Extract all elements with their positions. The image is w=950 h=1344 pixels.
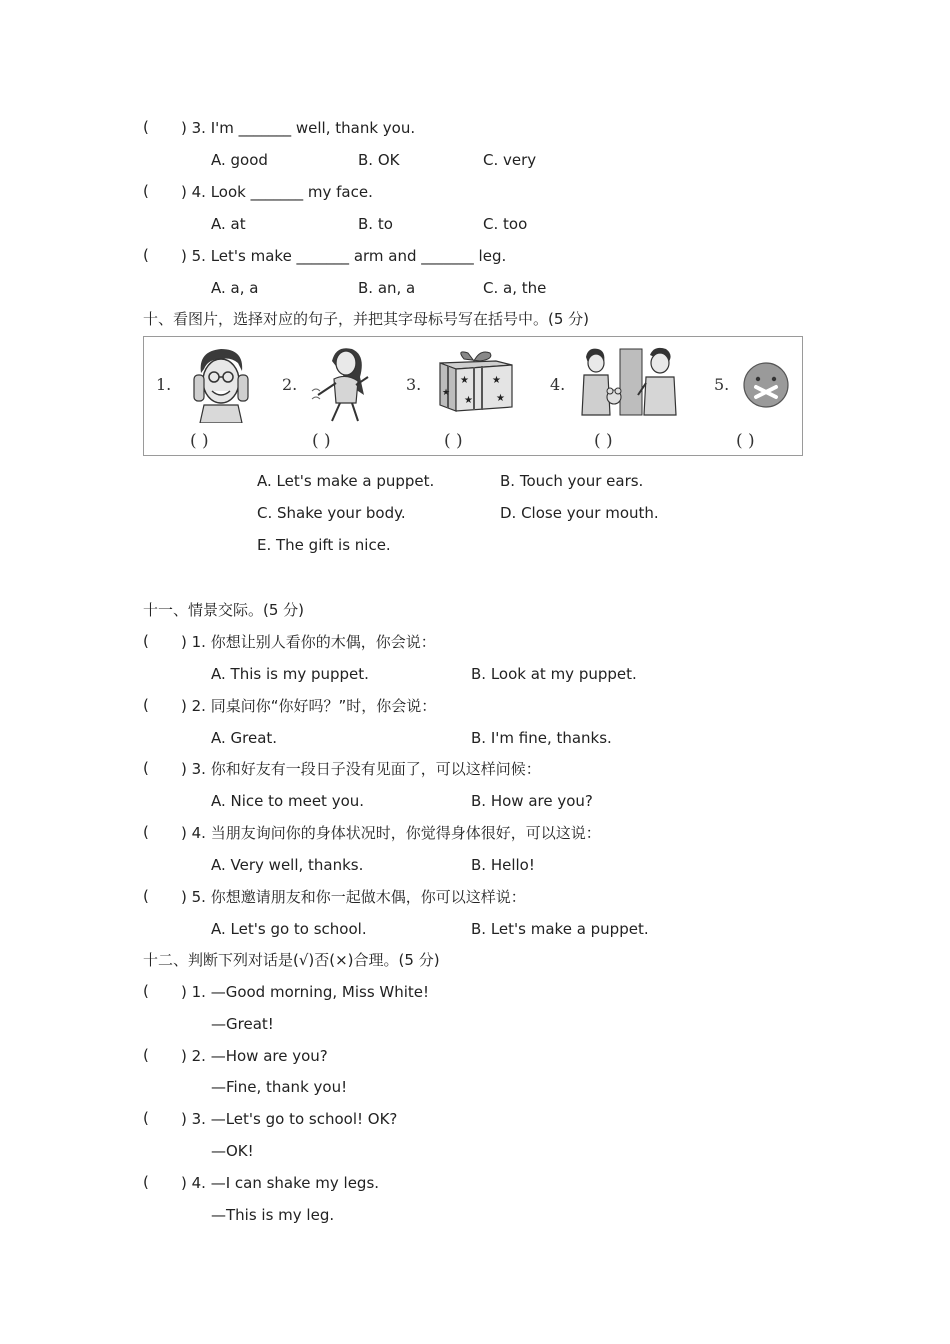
picture-strip: [143, 336, 803, 456]
picture-5: [694, 337, 824, 457]
option-a: A. at: [211, 215, 246, 233]
option-a: A. Let's go to school.: [211, 920, 367, 938]
answer-paren[interactable]: (: [143, 118, 149, 136]
option-b: B. OK: [358, 151, 400, 169]
choice-d: D. Close your mouth.: [500, 504, 659, 522]
option-b: B. Look at my puppet.: [471, 665, 637, 683]
choice-e: E. The gift is nice.: [257, 536, 391, 554]
choice-a: A. Let's make a puppet.: [257, 472, 435, 490]
question-text: ) 1. 你想让别人看你的木偶，你会说：: [181, 633, 436, 651]
option-b: B. I'm fine, thanks.: [471, 729, 612, 747]
option-c: C. very: [483, 151, 537, 169]
option-b: B. How are you?: [471, 792, 593, 810]
option-a: A. Great.: [211, 729, 278, 747]
svg-text:★: ★: [460, 375, 469, 386]
svg-text:★: ★: [464, 395, 473, 406]
option-b: B. to: [358, 215, 393, 233]
kids-with-puppet-icon: [580, 347, 680, 417]
dialogue-line-1: ) 2. —How are you?: [181, 1047, 328, 1065]
picture-number: 3.: [406, 375, 422, 394]
closed-mouth-face-icon: [740, 359, 792, 411]
answer-paren[interactable]: (: [143, 887, 149, 905]
picture-number: 5.: [714, 375, 730, 394]
answer-paren[interactable]: (: [143, 696, 149, 714]
answer-paren[interactable]: (: [143, 982, 149, 1000]
question-text: ) 2. 同桌问你“你好吗？”时，你会说：: [181, 697, 437, 715]
question-text: ) 3. I'm _______ well, thank you.: [181, 119, 416, 137]
picture-answer-paren[interactable]: ( ): [190, 431, 209, 451]
picture-number: 4.: [550, 375, 566, 394]
answer-paren[interactable]: (: [143, 632, 149, 650]
picture-number: 2.: [282, 375, 298, 394]
answer-paren[interactable]: (: [143, 759, 149, 777]
option-b: B. Let's make a puppet.: [471, 920, 649, 938]
svg-text:★: ★: [492, 375, 501, 386]
question-text: ) 4. 当朋友询问你的身体状况时，你觉得身体很好，可以这说：: [181, 824, 601, 842]
option-b: B. an, a: [358, 279, 416, 297]
answer-paren[interactable]: (: [143, 182, 149, 200]
option-a: A. This is my puppet.: [211, 665, 369, 683]
picture-4: [548, 337, 678, 457]
answer-paren[interactable]: (: [143, 1173, 149, 1191]
option-a: A. Very well, thanks.: [211, 856, 364, 874]
picture-number: 1.: [156, 375, 172, 394]
boy-touching-ears-icon: [186, 343, 256, 423]
option-a: A. Nice to meet you.: [211, 792, 365, 810]
girl-shaking-body-icon: [308, 343, 378, 423]
picture-2: [280, 337, 410, 457]
picture-3: [404, 337, 534, 457]
question-text: ) 3. 你和好友有一段日子没有见面了，可以这样问候：: [181, 760, 541, 778]
question-text: ) 5. Let's make _______ arm and _______ leg.: [181, 247, 507, 265]
option-b: B. Hello!: [471, 856, 535, 874]
answer-paren[interactable]: (: [143, 1109, 149, 1127]
dialogue-line-1: ) 1. —Good morning, Miss White!: [181, 983, 430, 1001]
choice-b: B. Touch your ears.: [500, 472, 644, 490]
section10-heading: 十、看图片，选择对应的句子，并把其字母标号写在括号中。(5 分): [143, 310, 590, 328]
picture-answer-paren[interactable]: ( ): [736, 431, 755, 451]
option-a: A. a, a: [211, 279, 259, 297]
dialogue-line-2: —OK!: [211, 1142, 254, 1160]
answer-paren[interactable]: (: [143, 246, 149, 264]
svg-text:★: ★: [442, 388, 451, 398]
picture-answer-paren[interactable]: ( ): [594, 431, 613, 451]
dialogue-line-1: ) 4. —I can shake my legs.: [181, 1174, 380, 1192]
question-text: ) 4. Look _______ my face.: [181, 183, 373, 201]
answer-paren[interactable]: (: [143, 1046, 149, 1064]
dialogue-line-2: —This is my leg.: [211, 1206, 335, 1224]
section11-heading: 十一、情景交际。(5 分): [143, 601, 305, 619]
section12-heading: 十二、判断下列对话是(√)否(×)合理。(5 分): [143, 951, 440, 969]
svg-text:★: ★: [496, 393, 505, 404]
picture-1: [150, 337, 280, 457]
question-text: ) 5. 你想邀请朋友和你一起做木偶，你可以这样说：: [181, 888, 526, 906]
picture-answer-paren[interactable]: ( ): [444, 431, 463, 451]
choice-c: C. Shake your body.: [257, 504, 406, 522]
dialogue-line-2: —Fine, thank you!: [211, 1078, 348, 1096]
option-a: A. good: [211, 151, 268, 169]
option-c: C. too: [483, 215, 528, 233]
option-c: C. a, the: [483, 279, 547, 297]
answer-paren[interactable]: (: [143, 823, 149, 841]
dialogue-line-1: ) 3. —Let's go to school! OK?: [181, 1110, 398, 1128]
gift-box-icon: [434, 349, 518, 415]
picture-answer-paren[interactable]: ( ): [312, 431, 331, 451]
dialogue-line-2: —Great!: [211, 1015, 274, 1033]
